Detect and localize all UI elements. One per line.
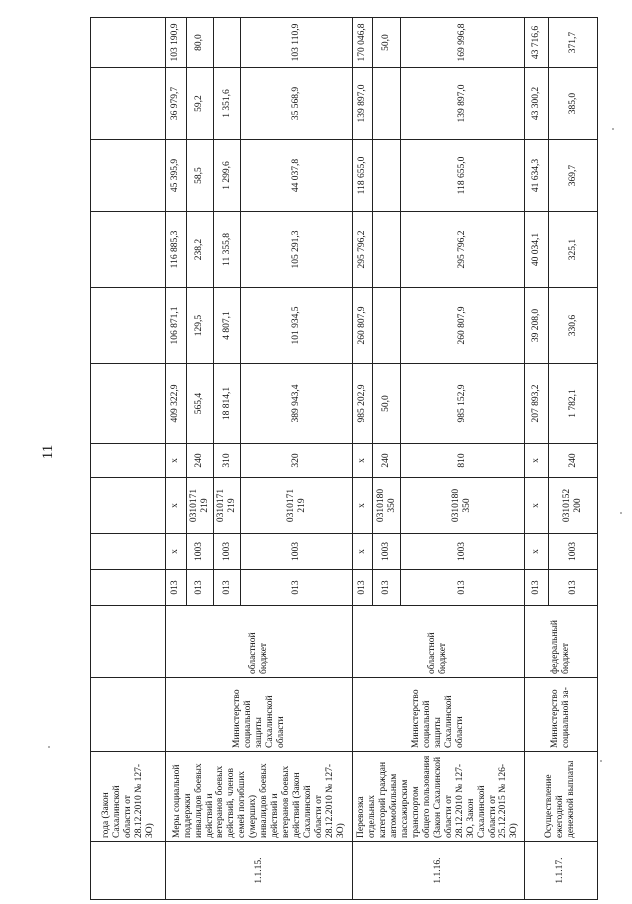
- row-number: 1.1.17.: [524, 842, 597, 900]
- funding-source: федеральный бюджет: [524, 606, 597, 678]
- scan-speck: [48, 746, 50, 748]
- budget-table: [90, 17, 598, 900]
- funding-source: областной бюджет: [166, 606, 353, 678]
- executor: Министерство социальной за-: [524, 678, 597, 752]
- table-row: 013 1003 0310171 219 310 18 814,1 4 807,1 11 355,8 1 299,6 1 351,6: [213, 18, 240, 900]
- row-number: 1.1.15.: [166, 842, 353, 900]
- table-row: 013 1003 0310152 200 240 1 782,1 330,6 325,1 369,7 385,0 371,7: [549, 18, 598, 900]
- rotated-table-frame: [90, 18, 598, 900]
- row-name: Перевозка отдельных категорий граждан автомобильным пассажирским транспортом общего пользования (Закон Сахалинской области от 28.12.2010 № 127-ЗО, Закон Сахалинской области от 25.12.2015 № 126-ЗО): [353, 752, 525, 842]
- funding-source: областной бюджет: [353, 606, 525, 678]
- table-row: 1.1.17. Осуществление ежегодной денежной выплаты Министерство социальной за- федеральный бюджет 013 x x x 207 893,2 39 208,0 40 034,1 41 634,3 43 300,2 43 716,6: [524, 18, 548, 900]
- row-name: Меры социальной поддержки инвалидов боевых действий и ветеранов боевых действий, членов семей погибших (умерших) инвалидов боевых действий и ветеранов боевых действий (Закон Сахалинской области от 28.12.2010 № 127-ЗО): [166, 752, 353, 842]
- row-name: года (Закон Сахалинской области от 28.12.2010 № 127-ЗО): [91, 752, 166, 842]
- table-row: 013 1003 0310180 350 240 50,0 50,0: [373, 18, 400, 900]
- scan-speck: [600, 760, 602, 762]
- scan-speck: [620, 512, 622, 514]
- executor: Министерство социальной защиты Сахалинской области: [166, 678, 353, 752]
- table-row: 1.1.15. Меры социальной поддержки инвалидов боевых действий и ветеранов боевых действий, членов семей погибших (умерших) инвалидов боевых действий и ветеранов боевых действий (Закон Сахалинской области от 28.12.2010 № 127-ЗО) Министерство социальной защиты Сахалинской области областной бюджет 013 x x x 409 322,9 106 871,1 116 885,3 45 395,9 36 979,7 103 190,9: [166, 18, 186, 900]
- table-row: 013 1003 0310171 219 320 389 943,4 101 934,5 105 291,3 44 037,8 35 568,9 103 110,9: [241, 18, 353, 900]
- table-row: 013 1003 0310171 219 240 565,4 129,5 238,2 58,5 59,2 80,0: [186, 18, 213, 900]
- table-row: 013 1003 0310180 350 810 985 152,9 260 807,9 295 796,2 118 655,0 139 897,0 169 996,8: [400, 18, 524, 900]
- table-row: 1.1.16. Перевозка отдельных категорий граждан автомобильным пассажирским транспортом общего пользования (Закон Сахалинской области от 28.12.2010 № 127-ЗО, Закон Сахалинской области от 25.12.2015 № 126-ЗО) Министерство социальной защиты Сахалинской области областной бюджет 013 x x x 985 202,9 260 807,9 295 796,2 118 655,0 139 897,0 170 046,8: [353, 18, 373, 900]
- scan-speck: [612, 128, 614, 130]
- row-number: 1.1.16.: [353, 842, 525, 900]
- row-name: Осуществление ежегодной денежной выплаты: [524, 752, 597, 842]
- table-row: [91, 18, 166, 900]
- page-number: 11: [40, 444, 56, 460]
- executor: Министерство социальной защиты Сахалинской области: [353, 678, 525, 752]
